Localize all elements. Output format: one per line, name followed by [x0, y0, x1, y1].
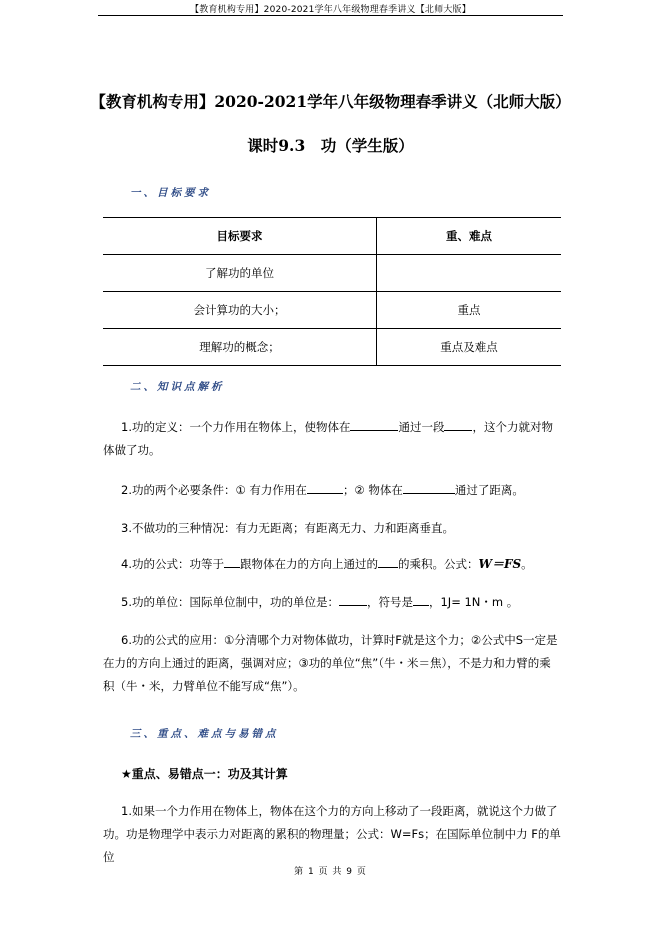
item-3: [103, 517, 561, 540]
table-cell: 会计算功的大小；: [103, 292, 377, 329]
table-row: [103, 255, 561, 292]
item-5-text-b: ，符号是: [366, 595, 413, 609]
item-1-text-d: 体做了功。: [103, 443, 161, 457]
fill-blank: [350, 418, 398, 431]
item-1-text-a: 1.功的定义：一个力作用在物体上，使物体在: [121, 420, 351, 434]
item-4-text-b: 跟物体在力的方向上通过的: [239, 557, 378, 571]
key-point-1-title: ★重点、易错点一：功及其计算: [121, 767, 288, 781]
fill-blank: [339, 593, 367, 606]
table-cell: 重点: [457, 303, 481, 317]
item-2-text-c: 通过了距离。: [454, 483, 524, 497]
document-title: 【教育机构专用】2020-2021学年八年级物理春季讲义（北师大版）: [90, 92, 571, 111]
fill-blank: [444, 418, 472, 431]
key-point-1-text: 1.如果一个力作用在物体上，物体在这个力的方向上移动了一段距离，就说这个力做了功。功是物理学中表示力对距离的累积的物理量；公式：W=Fs；在国际单位制中力 F的单位: [103, 804, 561, 864]
table-header-row: [103, 218, 561, 255]
table-cell: 重点及难点: [440, 340, 498, 354]
item-4-text-c: 的乘积。公式：: [397, 557, 479, 571]
item-4-text-d: 。: [521, 557, 533, 571]
page-header: 【教育机构专用】2020-2021学年八年级物理春季讲义【北师大版】: [190, 5, 471, 15]
table-header-cell: 重、难点: [446, 229, 492, 243]
page-footer: 第 1 页 共 9 页: [294, 867, 367, 877]
fill-blank: [224, 555, 240, 568]
item-5-text-c: ，1J= 1N・m 。: [428, 595, 519, 609]
section-heading-key-points: 三、重点、难点与易错点: [130, 728, 279, 740]
section-heading-knowledge: 二、知识点解析: [130, 381, 225, 393]
work-formula: W＝FS: [478, 557, 522, 571]
item-2: [103, 479, 561, 502]
item-5: [103, 591, 561, 614]
item-1-text-c: ，这个力就对物: [472, 420, 553, 434]
table-header-cell: 目标要求: [103, 218, 377, 255]
item-4-text-a: 4.功的公式：功等于: [121, 557, 224, 571]
item-1: [103, 416, 561, 462]
table-row: [103, 292, 561, 329]
item-1-text-b: 通过一段: [398, 420, 445, 434]
fill-blank: [413, 593, 429, 606]
section-heading-goals: 一、目标要求: [130, 187, 211, 199]
fill-blank: [307, 481, 343, 494]
item-6: 6.功的公式的应用：①分清哪个力对物体做功，计算时F就是这个力；②公式中S一定是在力的方向上通过的距离，强调对应；③功的单位“焦”（牛・米＝焦），不是力和力臂的乘积（牛・米，力臂单位不能写成“焦”）。: [103, 633, 558, 693]
lesson-subtitle: 课时9.3 功（学生版）: [247, 136, 414, 155]
item-5-text-a: 5.功的单位：国际单位制中，功的单位是：: [121, 595, 339, 609]
goals-table: [103, 217, 561, 366]
fill-blank: [403, 481, 455, 494]
table-cell: [377, 255, 562, 292]
item-2-text-a: 2.功的两个必要条件：① 有力作用在: [121, 483, 307, 497]
table-row: [103, 329, 561, 366]
header-rule: [98, 15, 563, 16]
item-2-text-b: ；② 物体在: [342, 483, 403, 497]
table-cell: 了解功的单位: [103, 255, 377, 292]
table-cell: 理解功的概念；: [103, 329, 377, 366]
item-3-text: 3.不做功的三种情况：有力无距离；有距离无力、力和距离垂直。: [121, 521, 454, 535]
fill-blank: [378, 555, 398, 568]
item-4: [103, 553, 561, 576]
